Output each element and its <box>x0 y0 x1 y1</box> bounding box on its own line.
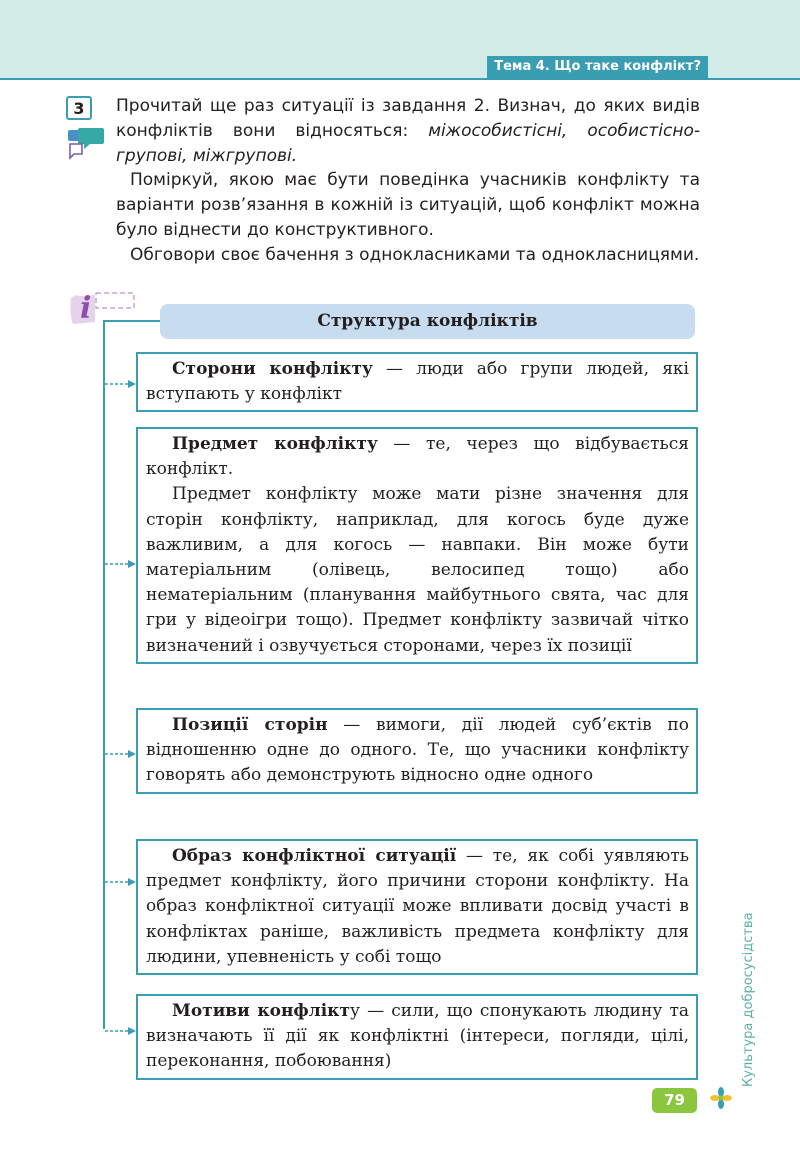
topic-tag: Тема 4. Що таке конфлікт? <box>487 56 708 78</box>
arrow-icon <box>105 559 137 569</box>
task-number-badge: 3 <box>66 96 92 120</box>
section-side-label: Культура добросусідства <box>741 912 756 1087</box>
structure-title: Структура конфліктів <box>160 304 695 339</box>
page-number: 79 <box>652 1088 697 1113</box>
box-party-positions: Позиції сторін — вимоги, дії людей суб’єктів по відношенню одне до одного. Те, що учасники конфлікту говорять або демонструють відносно одне одного <box>136 708 698 794</box>
task-text <box>116 94 700 268</box>
flower-icon <box>710 1087 732 1109</box>
task-paragraph-3: Обговори своє бачення з однокласниками та однокласницями. <box>130 244 700 265</box>
arrow-icon <box>105 877 137 887</box>
arrow-icon <box>105 749 137 759</box>
box-conflict-motives: Мотиви конфлікту — сили, що спонукають людину та визначають її дії як конфліктні (інтереси, погляди, цілі, переконання, побоювання) <box>136 994 698 1080</box>
conflict-types: міжособистісні, особистісно-групові, міжгрупові. <box>116 120 700 166</box>
task-paragraph-2: Поміркуй, якою має бути поведінка учасників конфлікту та варіанти розв’язання в кожній із ситуацій, щоб конфлікт можна було віднести до конструктивного. <box>116 170 700 240</box>
discussion-icon <box>66 126 106 160</box>
subject-details: Предмет конфлікту може мати різне значення для сторін конфлікту, наприклад, для когось буде дуже важливим, а для когось — навпаки. Він може бути матеріальним (олівець, велосипед тощо) або нематеріальним (планування майбутнього свята, час для гри у відеоігри тощо). Предмет конфлікту зазвичай чітко визначений і озвучується сторонами, через їх позиції <box>146 484 689 656</box>
task-paragraph-1: Прочитай ще раз ситуації із завдання 2. Визнач, до яких видів конфліктів вони відносяться: міжособистісні, особистісно-групові, міжгрупові. <box>116 96 700 166</box>
arrow-icon <box>105 379 137 389</box>
svg-text:i: i <box>80 291 92 326</box>
box-conflict-image: Образ конфліктної ситуації — те, як собі уявляють предмет конфлікту, його причини сторони конфлікту. На образ конфліктної ситуації може впливати досвід участі в конфліктах раніше, важливість предмета конфлікту для людини, упевненість у собі тощо <box>136 839 698 975</box>
connector-line <box>103 321 105 1029</box>
box-conflict-subject: Предмет конфлікту — те, через що відбувається конфлікт. Предмет конфлікту може мати різне значення для сторін конфлікту, наприклад, для когось буде дуже важливим, а для когось — навпаки. Він може бути матеріальним (олівець, велосипед тощо) або нематеріальним (планування майбутнього свята, час для гри у відеоігри тощо). Предмет конфлікту зазвичай чітко визначений і озвучується сторонами, через їх позиції <box>136 427 698 664</box>
box-conflict-sides: Сторони конфлікту — люди або групи людей, які вступають у конфлікт <box>136 352 698 412</box>
arrow-icon <box>105 1026 137 1036</box>
connector-branch <box>103 320 161 322</box>
